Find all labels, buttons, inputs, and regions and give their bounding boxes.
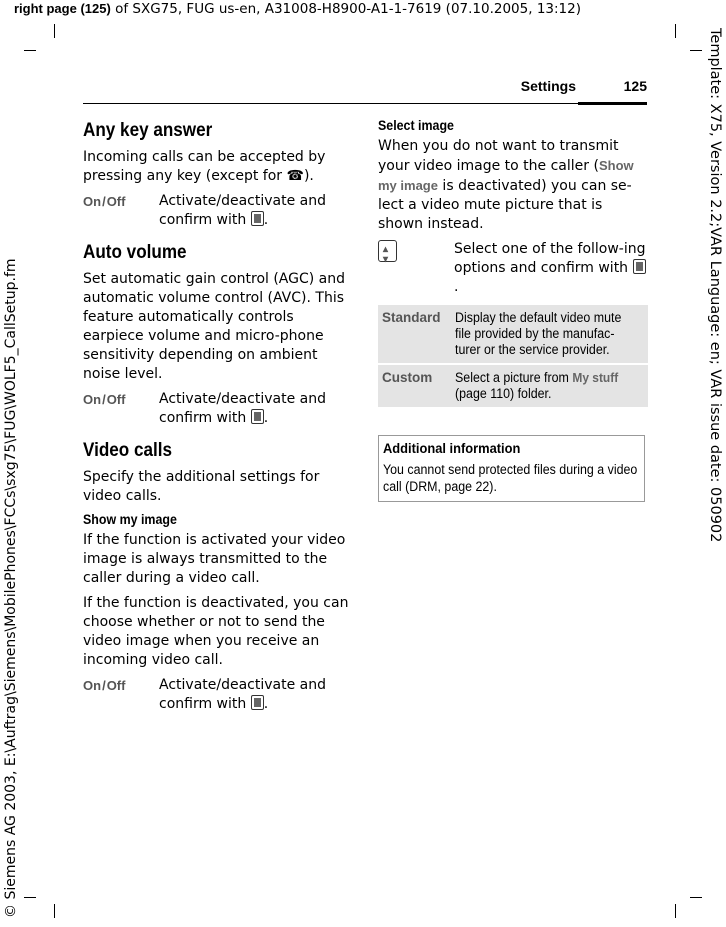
softkey-icon [251, 211, 264, 226]
option-on: On [83, 194, 102, 209]
side-text-left: © Siemens AG 2003, E:\Auftrag\Siemens\MobilePhones\FCCs\sxg75\FUG\WOLF5_CallSetup.fm [3, 258, 19, 918]
crop-mark [54, 904, 55, 918]
crop-mark [24, 50, 36, 51]
softkey-icon [633, 259, 646, 274]
option-key [83, 192, 159, 230]
select-image-text-b: is deactivated) you can se-lect a video mute picture that is shown instead. [378, 178, 632, 232]
option-sep: / [102, 678, 106, 693]
running-header-title: Settings [520, 78, 576, 94]
option-sep: / [102, 194, 106, 209]
additional-info-box [378, 435, 645, 502]
side-text-right: Template: X75, Version 2.2;VAR Language: en; VAR issue date: 050902 [707, 28, 723, 543]
crop-mark [54, 24, 55, 38]
option-on: On [83, 392, 102, 407]
crop-mark [24, 897, 36, 898]
video-calls-heading: Video calls [83, 440, 173, 461]
nav-desc-text: Select one of the follow-ing options and confirm with [454, 241, 646, 276]
nav-key-cell [378, 240, 454, 297]
crop-mark [675, 24, 676, 38]
option-sep: / [102, 392, 106, 407]
print-header-bold: right page (125) [14, 1, 111, 16]
softkey-icon [251, 695, 264, 710]
print-header-rest: of SXG75, FUG us-en, A31008-H8900-A1-1-7619 (07.10.2005, 13:12) [110, 1, 581, 17]
header-rule-thick [578, 102, 647, 105]
table-row [378, 365, 648, 409]
navigation-key-icon [378, 240, 397, 262]
option-row [83, 676, 351, 714]
option-on: On [83, 678, 102, 693]
right-column [378, 118, 648, 502]
select-image-text [378, 137, 648, 234]
option-row [83, 192, 351, 230]
left-column [83, 120, 351, 720]
nav-desc: Select one of the follow-ing options and confirm with . [454, 241, 646, 295]
table-row [378, 305, 648, 365]
options-table [378, 305, 648, 409]
show-my-image-heading: Show my image [83, 512, 177, 527]
option-desc: Activate/deactivate and confirm with . [159, 677, 327, 712]
option-key [83, 676, 159, 714]
crop-mark [690, 897, 702, 898]
table-desc-custom-a: Select a picture from [455, 370, 573, 385]
table-key-standard: Standard [382, 310, 441, 325]
option-key [83, 390, 159, 428]
option-row [83, 390, 351, 428]
video-calls-text: Specify the additional settings for video calls. [83, 469, 320, 504]
nav-option-row [378, 240, 648, 297]
table-desc-custom [455, 370, 629, 402]
end-call-key-icon: ☎ [286, 168, 304, 184]
show-my-image-para2: If the function is deactivated, you can choose whether or not to send the video image when you receive an incoming video call. [83, 595, 349, 668]
my-stuff-ref: My stuff [572, 370, 619, 385]
show-my-image-para1: If the function is activated your video image is always transmitted to the caller during a video call. [83, 532, 346, 586]
option-off: Off [106, 392, 126, 407]
table-desc-custom-b: (page 110) folder. [455, 386, 552, 401]
option-desc-text: Activate/deactivate and confirm with [159, 677, 327, 712]
option-desc-text: Activate/deactivate and confirm with [159, 193, 327, 228]
any-key-text-a: Incoming calls can be accepted by pressing any key (except for [83, 149, 326, 184]
option-off: Off [106, 678, 126, 693]
auto-volume-heading: Auto volume [83, 242, 187, 263]
option-off: Off [106, 194, 126, 209]
page-number: 125 [623, 78, 647, 94]
auto-volume-text: Set automatic gain control (AGC) and automatic volume control (AVC). This feature automatically controls earpiece volume and micro-phone sensitivity depending on ambient noise level. [83, 271, 346, 382]
select-image-text-a: When you do not want to transmit your video image to the caller ( [378, 138, 619, 174]
show-my-image-ref: Show my image [378, 158, 634, 193]
additional-info-body: You cannot send protected files during a video call (DRM, page 22). [383, 462, 638, 494]
header-rule [83, 103, 578, 104]
table-key-custom: Custom [382, 370, 433, 385]
any-key-text-b: ). [303, 168, 314, 184]
option-desc-text: Activate/deactivate and confirm with [159, 391, 327, 426]
crop-mark [675, 904, 676, 918]
crop-mark [690, 50, 702, 51]
print-header [14, 1, 581, 17]
any-key-text [83, 148, 351, 186]
option-desc: Activate/deactivate and confirm with . [159, 193, 327, 228]
select-image-heading: Select image [378, 118, 454, 133]
any-key-heading: Any key answer [83, 120, 213, 141]
option-desc: Activate/deactivate and confirm with . [159, 391, 327, 426]
table-desc-standard: Display the default video mute file provided by the manufac-turer or the service provider. [455, 310, 622, 357]
softkey-icon [251, 409, 264, 424]
additional-info-title: Additional information [383, 440, 521, 456]
